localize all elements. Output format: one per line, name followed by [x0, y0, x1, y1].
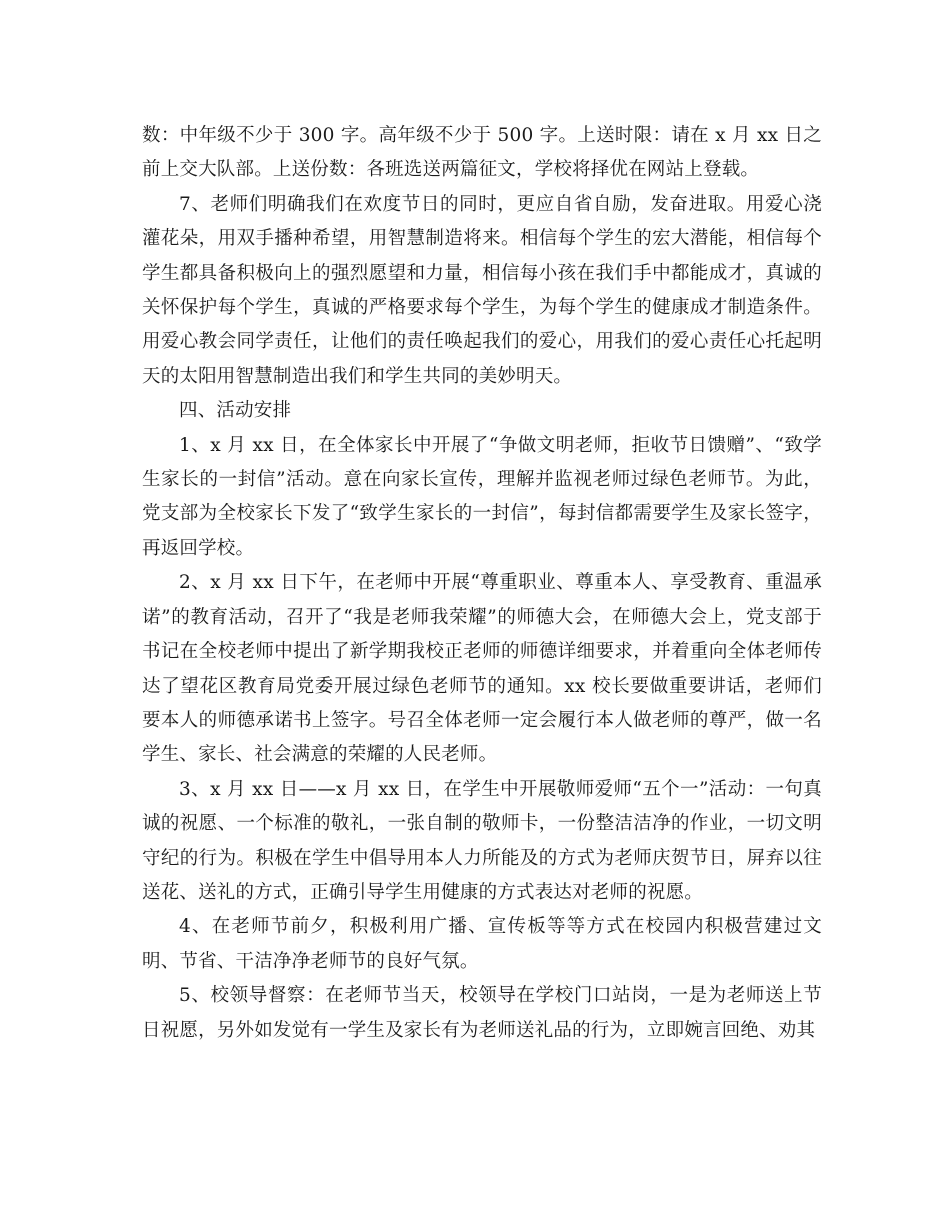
paragraph-item-7: 7、老师们明确我们在欢度节日的同时，更应自省自励，发奋进取。用爱心浇灌花朵，用双手播种希望，用智慧制造将来。相信每个学生的宏大潜能，相信每个学生都具备积极向上的强烈愿望和力量，相信每小孩在我们手中都能成才，真诚的关怀保护每个学生，真诚的严格要求每个学生，为每个学生的健康成才制造条件。用爱心教会同学责任，让他们的责任唤起我们的爱心，用我们的爱心责任心托起明天的太阳用智慧制造出我们和学生共同的美妙明天。 — [142, 193, 822, 387]
paragraph-activity-3: 3、x 月 xx 日——x 月 xx 日，在学生中开展敬师爱师“五个一”活动：一句真诚的祝愿、一个标准的敬礼，一张自制的敬师卡，一份整洁洁净的作业，一切文明守纪的行为。积极在学生中倡导用本人力所能及的方式为老师庆贺节日，屏弃以往送花、送礼的方式，正确引导学生用健康的方式表达对老师的祝愿。 — [142, 778, 822, 903]
section-heading-activity-arrangement: 四、活动安排 — [179, 400, 292, 422]
document-body — [142, 119, 822, 1048]
paragraph-activity-5: 5、校领导督察：在老师节当天，校领导在学校门口站岗，一是为老师送上节日祝愿，另外如发觉有一学生及家长有为老师送礼品的行为，立即婉言回绝、劝其 — [142, 985, 822, 1041]
paragraph-continuation: 数：中年级不少于 300 字。高年级不少于 500 字。上送时限：请在 x 月 xx 日之前上交大队部。上送份数：各班选送两篇征文，学校将择优在网站上登载。 — [142, 125, 822, 181]
paragraph-activity-1: 1、x 月 xx 日，在全体家长中开展了“争做文明老师，拒收节日馈赠”、“致学生家长的一封信”活动。意在向家长宣传，理解并监视老师过绿色老师节。为此，党支部为全校家长下发了“致学生家长的一封信”，每封信都需要学生及家长签字，再返回学校。 — [142, 434, 822, 559]
paragraph-activity-2: 2、x 月 xx 日下午，在老师中开展“尊重职业、尊重本人、享受教育、重温承诺”的教育活动，召开了“我是老师我荣耀”的师德大会，在师德大会上，党支部于书记在全校老师中提出了新学期我校正老师的师德详细要求，并着重向全体老师传达了望花区教育局党委开展过绿色老师节的通知。xx 校长要做重要讲话，老师们要本人的师德承诺书上签字。号召全体老师一定会履行本人做老师的尊严，做一名学生、家长、社会满意的荣耀的人民老师。 — [142, 572, 822, 766]
paragraph-activity-4: 4、在老师节前夕，积极利用广播、宣传板等等方式在校园内积极营建过文明、节省、干洁净净老师节的良好气氛。 — [142, 916, 822, 972]
